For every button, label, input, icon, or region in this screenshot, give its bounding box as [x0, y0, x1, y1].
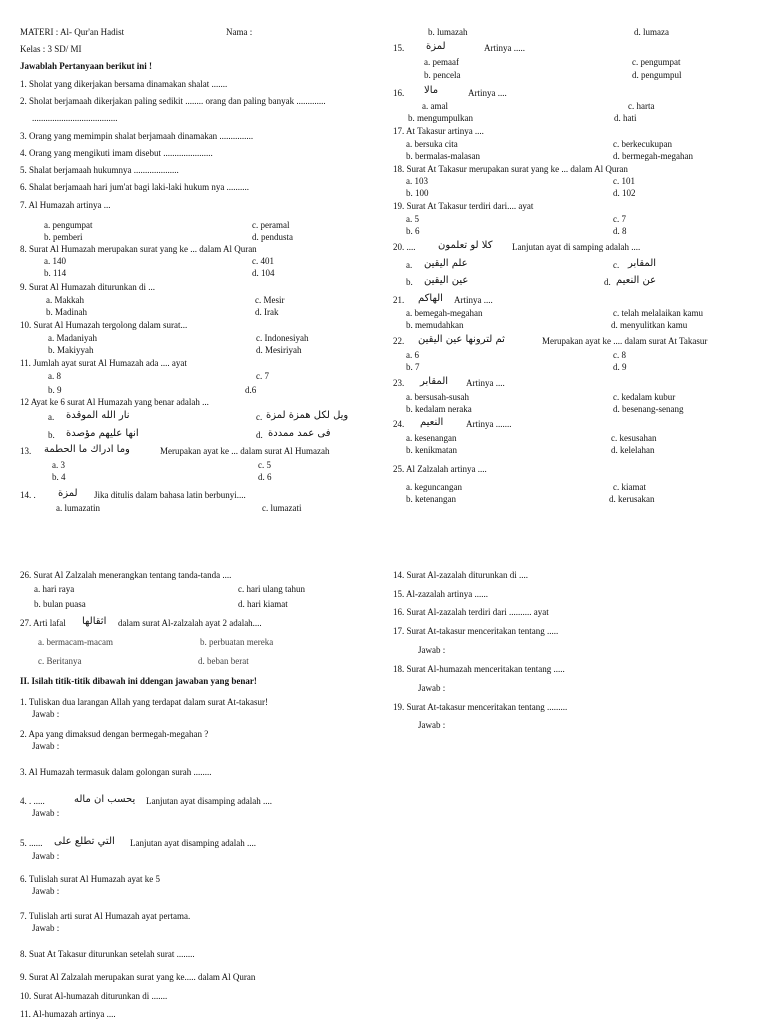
q7-option-d: d. pendusta: [252, 232, 293, 242]
essay-1-jawab: Jawab :: [32, 709, 60, 719]
q17-option-c: c. berkecukupan: [613, 139, 672, 149]
essay-10: 10. Surat Al-humazah diturunkan di .......: [20, 991, 168, 1001]
question-12: 12 Ayat ke 6 surat Al Humazah yang benar adalah ...: [20, 397, 209, 407]
q12-option-b: b.: [48, 430, 55, 440]
question-21: 21.: [393, 295, 405, 305]
q23-option-a: a. bersusah-susah: [406, 392, 469, 402]
essay-5-arabic: التي تطلع على: [54, 836, 115, 847]
q20-option-a-arabic: علم اليقين: [424, 258, 468, 269]
question-2: 2. Sholat berjamaah dikerjakan paling sedikit ........ orang dan paling banyak .............: [20, 96, 326, 106]
q20-text: Lanjutan ayat di samping adalah ....: [512, 242, 641, 252]
question-24: 24.: [393, 419, 405, 429]
q16-arabic: مالا: [424, 85, 439, 96]
q20-option-b-arabic: عين اليقين: [424, 275, 469, 286]
essay-17-jawab: Jawab :: [418, 645, 446, 655]
q14-text: Jika ditulis dalam bahasa latin berbunyi....: [94, 490, 246, 500]
essay-4-arabic: يحسب ان ماله: [74, 794, 136, 805]
q19-option-d: d. 8: [613, 226, 627, 236]
q13-option-c: c. 5: [258, 460, 271, 470]
q13-arabic: وما ادراك ما الحطمة: [44, 444, 130, 455]
q23-option-b: b. kedalam neraka: [406, 404, 472, 414]
q10-option-a: a. Madaniyah: [48, 333, 97, 343]
question-3: 3. Orang yang memimpin shalat berjamaah dinamakan ...............: [20, 131, 254, 141]
q24-option-d: d. kelelahan: [611, 445, 655, 455]
q9-option-c: c. Mesir: [255, 295, 285, 305]
question-15: 15.: [393, 43, 405, 53]
q27-option-d: d. beban berat: [198, 656, 249, 666]
essay-9: 9. Surat Al Zalzalah merupakan surat yang ke..... dalam Al Quran: [20, 972, 256, 982]
essay-5-text: Lanjutan ayat disamping adalah ....: [130, 838, 256, 848]
essay-5: 5. ......: [20, 838, 43, 848]
q10-option-c: c. Indonesiyah: [256, 333, 309, 343]
question-4: 4. Orang yang mengikuti imam disebut ......................: [20, 148, 213, 158]
q11-option-a: a. 8: [48, 371, 61, 381]
q23-arabic: المقابر: [420, 376, 449, 387]
q14-option-c: c. lumazati: [262, 503, 302, 513]
q13-text: Merupakan ayat ke ... dalam surat Al Humazah: [160, 446, 330, 456]
q25-option-c: c. kiamat: [613, 482, 646, 492]
q27-option-a: a. bermacam-macam: [38, 637, 113, 647]
q20-option-c-arabic: المقابر: [628, 258, 657, 269]
q20-option-c: c.: [613, 260, 620, 270]
q21-arabic: الهاكم: [418, 293, 443, 304]
question-13: 13.: [20, 446, 32, 456]
essay-5-jawab: Jawab :: [32, 851, 60, 861]
essay-8: 8. Suat At Takasur diturunkan setelah surat ........: [20, 949, 195, 959]
q12-option-a: a.: [48, 412, 55, 422]
q10-option-d: d. Mesiriyah: [256, 345, 302, 355]
q9-option-d: d. Irak: [255, 307, 279, 317]
q18-option-d: d. 102: [613, 188, 636, 198]
q20-option-d-arabic: عن النعيم: [616, 275, 657, 286]
q20-option-a: a.: [406, 260, 413, 270]
question-22: 22.: [393, 336, 405, 346]
q25-option-d: d. kerusakan: [609, 494, 655, 504]
question-19: 19. Surat At Takasur terdiri dari.... ayat: [393, 201, 534, 211]
question-23: 23.: [393, 378, 405, 388]
q14-option-a: a. lumazatin: [56, 503, 100, 513]
q15-option-d: d. pengumpul: [632, 70, 682, 80]
q20-arabic: كلا لو تعلمون: [438, 240, 493, 251]
q18-option-a: a. 103: [406, 176, 428, 186]
q21-option-a: a. bemegah-megahan: [406, 308, 483, 318]
q10-option-b: b. Makiyyah: [48, 345, 94, 355]
question-16: 16.: [393, 88, 405, 98]
q16-option-b: b. mengumpulkan: [408, 113, 473, 123]
q23-option-c: c. kedalam kubur: [613, 392, 676, 402]
q13-option-d: d. 6: [258, 472, 272, 482]
q26-option-b: b. bulan puasa: [34, 599, 86, 609]
q8-option-a: a. 140: [44, 256, 66, 266]
question-5: 5. Shalat berjamaah hukumnya ....................: [20, 165, 179, 175]
q13-option-b: b. 4: [52, 472, 66, 482]
q22-option-b: b. 7: [406, 362, 420, 372]
q25-option-b: b. ketenangan: [406, 494, 456, 504]
essay-16: 16. Surat Al-zazalah terdiri dari .......... ayat: [393, 607, 549, 617]
q18-option-c: c. 101: [613, 176, 635, 186]
essay-19-jawab: Jawab :: [418, 720, 446, 730]
q20-option-d: d.: [604, 277, 611, 287]
q12-option-d: d.: [256, 430, 263, 440]
q12-option-c-arabic: ويل لكل همزة لمزة: [266, 410, 349, 421]
q14-option-d: d. lumaza: [634, 27, 669, 37]
q7-option-a: a. pengumpat: [44, 220, 93, 230]
q8-option-b: b. 114: [44, 268, 67, 278]
q8-option-d: d. 104: [252, 268, 275, 278]
q8-option-c: c. 401: [252, 256, 274, 266]
kelas-label: Kelas : 3 SD/ MI: [20, 44, 82, 54]
question-14: 14. .: [20, 490, 36, 500]
q9-option-a: a. Makkah: [46, 295, 84, 305]
q26-option-d: d. hari kiamat: [238, 599, 288, 609]
q19-option-a: a. 5: [406, 214, 419, 224]
q11-option-c: c. 7: [256, 371, 269, 381]
q24-arabic: النعيم: [420, 417, 444, 428]
essay-11: 11. Al-humazah artinya ....: [20, 1009, 116, 1019]
q16-option-c: c. harta: [628, 101, 655, 111]
essay-19: 19. Surat At-takasur menceritakan tentang .........: [393, 702, 568, 712]
question-27: 27. Arti lafal: [20, 618, 66, 628]
essay-2-jawab: Jawab :: [32, 741, 60, 751]
q17-option-a: a. bersuka cita: [406, 139, 458, 149]
q11-option-b: b. 9: [48, 385, 62, 395]
q17-option-b: b. bermalas-malasan: [406, 151, 480, 161]
q12-option-d-arabic: فى عمد ممددة: [268, 428, 331, 439]
q27-text: dalam surat Al-zalzalah ayat 2 adalah....: [118, 618, 262, 628]
essay-17: 17. Surat At-takasur menceritakan tentang .....: [393, 626, 559, 636]
q14-option-b: b. lumazah: [428, 27, 468, 37]
question-7: 7. Al Humazah artinya ...: [20, 200, 111, 210]
question-1: 1. Sholat yang dikerjakan bersama dinamakan shalat .......: [20, 79, 228, 89]
essay-1: 1. Tuliskan dua larangan Allah yang terdapat dalam surat At-takasur!: [20, 697, 268, 707]
q16-text: Artinya ....: [468, 88, 507, 98]
essay-6-jawab: Jawab :: [32, 886, 60, 896]
nama-label: Nama :: [226, 27, 253, 37]
q21-option-b: b. memudahkan: [406, 320, 464, 330]
q15-arabic: لمزة: [426, 41, 446, 52]
q27-option-b: b. perbuatan mereka: [200, 637, 274, 647]
question-11: 11. Jumlah ayat surat Al Humazah ada .... ayat: [20, 358, 187, 368]
q23-text: Artinya ....: [466, 378, 505, 388]
q13-option-a: a. 3: [52, 460, 65, 470]
question-2-cont: ......................................: [32, 113, 118, 123]
q24-option-c: c. kesusahan: [611, 433, 657, 443]
essay-18-jawab: Jawab :: [418, 683, 446, 693]
question-9: 9. Surat Al Humazah diturunkan di ...: [20, 282, 155, 292]
q22-text: Merupakan ayat ke .... dalam surat At Takasur: [542, 336, 708, 346]
question-20: 20. ....: [393, 242, 416, 252]
essay-6: 6. Tulislah surat Al Humazah ayat ke 5: [20, 874, 160, 884]
question-6: 6. Shalat berjamaah hari jum'at bagi laki-laki hukum nya ..........: [20, 182, 250, 192]
q25-option-a: a. keguncangan: [406, 482, 462, 492]
q22-option-a: a. 6: [406, 350, 419, 360]
q15-text: Artinya .....: [484, 43, 525, 53]
q19-option-c: c. 7: [613, 214, 626, 224]
q17-option-d: d. bermegah-megahan: [613, 151, 693, 161]
q20-option-b: b.: [406, 277, 413, 287]
q24-option-b: b. kenikmatan: [406, 445, 457, 455]
question-17: 17. At Takasur artinya ....: [393, 126, 484, 136]
q15-option-a: a. pemaaf: [424, 57, 459, 67]
q7-option-c: c. peramal: [252, 220, 290, 230]
instruction-heading: Jawablah Pertanyaan berikut ini !: [20, 61, 153, 71]
q21-text: Artinya ....: [454, 295, 493, 305]
q26-option-a: a. hari raya: [34, 584, 75, 594]
q12-option-b-arabic: انها عليهم مؤصدة: [66, 428, 139, 439]
q22-option-d: d. 9: [613, 362, 627, 372]
q15-option-c: c. pengumpat: [632, 57, 681, 67]
q7-option-b: b. pemberi: [44, 232, 83, 242]
question-26: 26. Surat Al Zalzalah menerangkan tentang tanda-tanda ....: [20, 570, 232, 580]
materi-label: MATERI : Al- Qur'an Hadist: [20, 27, 125, 37]
q12-option-a-arabic: نار الله الموقدة: [66, 410, 130, 421]
question-25: 25. Al Zalzalah artinya ....: [393, 464, 487, 474]
question-10: 10. Surat Al Humazah tergolong dalam surat...: [20, 320, 188, 330]
q14-arabic: لمزة: [58, 488, 78, 499]
essay-4-jawab: Jawab :: [32, 808, 60, 818]
q21-option-d: d. menyulitkan kamu: [611, 320, 688, 330]
q15-option-b: b. pencela: [424, 70, 461, 80]
q27-arabic: اثقالها: [82, 616, 107, 627]
q24-text: Artinya .......: [466, 419, 512, 429]
q24-option-a: a. kesenangan: [406, 433, 457, 443]
essay-3: 3. Al Humazah termasuk dalam golongan surah ........: [20, 767, 212, 777]
essay-14: 14. Surat Al-zazalah diturunkan di ....: [393, 570, 528, 580]
question-18: 18. Surat At Takasur merupakan surat yang ke ... dalam Al Quran: [393, 164, 628, 174]
q27-option-c: c. Beritanya: [38, 656, 82, 666]
essay-2: 2. Apa yang dimaksud dengan bermegah-megahan ?: [20, 729, 209, 739]
question-8: 8. Surat Al Humazah merupakan surat yang ke ... dalam Al Quran: [20, 244, 257, 254]
q22-option-c: c. 8: [613, 350, 626, 360]
q26-option-c: c. hari ulang tahun: [238, 584, 305, 594]
essay-7: 7. Tulislah arti surat Al Humazah ayat pertama.: [20, 911, 191, 921]
essay-15: 15. Al-zazalah artinya ......: [393, 589, 488, 599]
essay-7-jawab: Jawab :: [32, 923, 60, 933]
q18-option-b: b. 100: [406, 188, 429, 198]
q9-option-b: b. Madinah: [46, 307, 87, 317]
q12-option-c: c.: [256, 412, 263, 422]
essay-4: 4. . .....: [20, 796, 45, 806]
q19-option-b: b. 6: [406, 226, 420, 236]
q16-option-d: d. hati: [614, 113, 637, 123]
essay-4-text: Lanjutan ayat disamping adalah ....: [146, 796, 272, 806]
q23-option-d: d. besenang-senang: [613, 404, 684, 414]
essay-18: 18. Surat Al-humazah menceritakan tentang .....: [393, 664, 565, 674]
q16-option-a: a. amal: [422, 101, 448, 111]
q22-arabic: ثم لترونها عين اليقين: [418, 334, 505, 345]
section-2-heading: II. Isilah titik-titik dibawah ini ddengan jawaban yang benar!: [20, 676, 257, 686]
q21-option-c: c. telah melalaikan kamu: [613, 308, 703, 318]
q11-option-d: d.6: [245, 385, 257, 395]
